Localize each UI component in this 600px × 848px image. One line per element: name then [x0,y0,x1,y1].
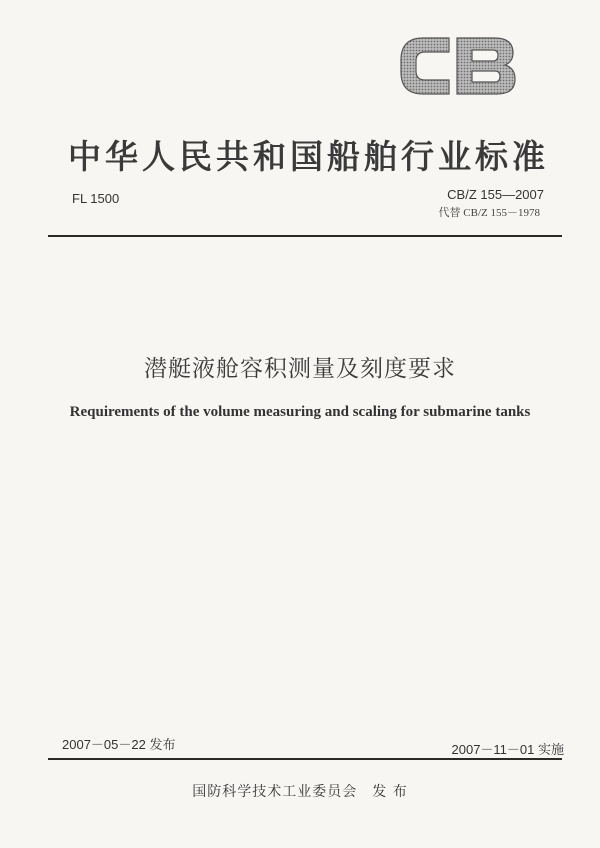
cb-logo [397,34,519,98]
header-divider [48,235,562,237]
standard-number: CB/Z 155—2007 [447,187,544,202]
issue-date: 2007－05－22 发布 [62,737,176,752]
footer-divider [48,758,562,760]
ics-code: FL 1500 [72,191,120,206]
implement-date: 2007－11－01 实施 [451,742,564,757]
publisher: 国防科学技术工业委员会 发 布 [192,784,408,800]
document-title-en: Requirements of the volume measuring and scaling for submarine tanks [69,404,531,420]
document-title-cn: 潜艇液舱容积测量及刻度要求 [144,356,456,382]
standard-title: 中华人民共和国船舶行业标准 [68,137,549,176]
replaces-note: 代替 CB/Z 155－1978 [438,207,540,219]
